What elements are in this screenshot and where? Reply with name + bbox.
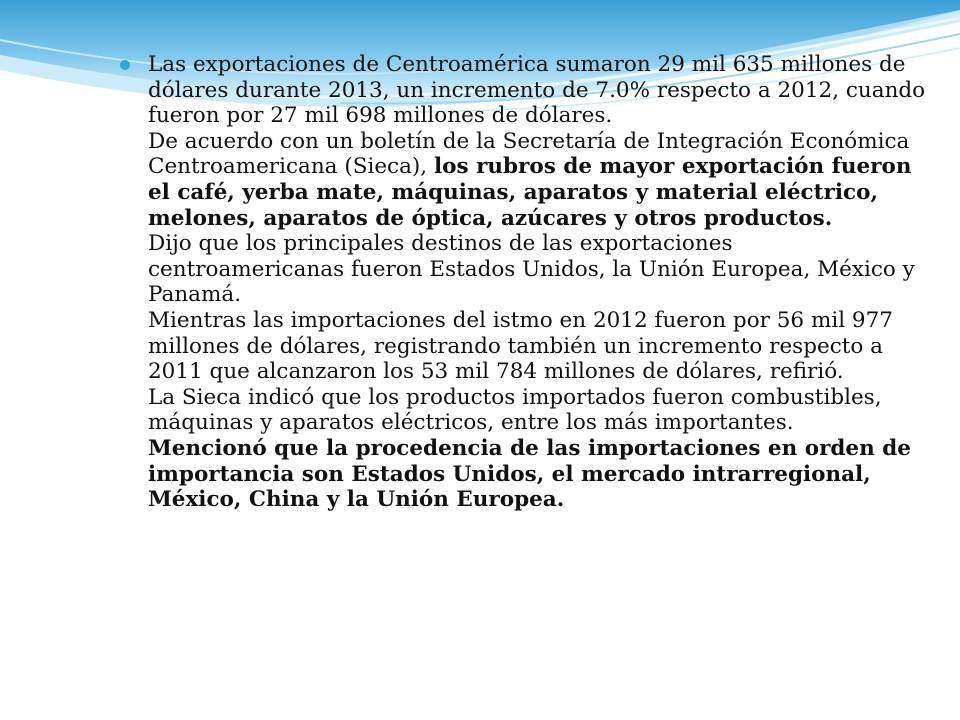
bullet-dot-icon xyxy=(120,60,130,70)
bold-procedencia-text: Mencionó que la procedencia de las importaciones en orden de importancia son Estados Unidos, el mercado intrarregional, México, China y la Unión Europea. xyxy=(148,435,911,513)
paragraph-exportaciones: Las exportaciones de Centroamérica sumaron 29 mil 635 millones de dólares durante 2013, un incremento de 7.0% respecto a 2012, cuando fueron por 27 mil 698 millones de dólares. xyxy=(148,52,926,129)
paragraph-destinos: Dijo que los principales destinos de las exportaciones centroamericanas fueron Estados Unidos, la Unión Europea, México y Panamá. xyxy=(148,231,915,308)
slide-body xyxy=(148,52,928,513)
paragraph-rubros: De acuerdo con un boletín de la Secretaría de Integración Económica Centroamericana (Sieca), los rubros de mayor exportación fueron el café, yerba mate, máquinas, aparatos y material eléctrico, melones, aparatos de óptica, azúcares y otros productos. xyxy=(148,128,912,231)
bold-rubros-text: los rubros de mayor exportación fueron el café, yerba mate, máquinas, aparatos y material eléctrico, melones, aparatos de óptica, azúcares y otros productos. xyxy=(148,154,912,231)
paragraph-importaciones: Mientras las importaciones del istmo en 2012 fueron por 56 mil 977 millones de dólares, registrando también un incremento respecto a 2011 que alcanzaron los 53 mil 784 millones de dólares, refirió. xyxy=(148,307,893,385)
paragraph-procedencia xyxy=(148,436,928,513)
paragraph-productos-importados: La Sieca indicó que los productos importados fueron combustibles, máquinas y aparatos eléctricos, entre los más importantes. xyxy=(148,384,882,436)
